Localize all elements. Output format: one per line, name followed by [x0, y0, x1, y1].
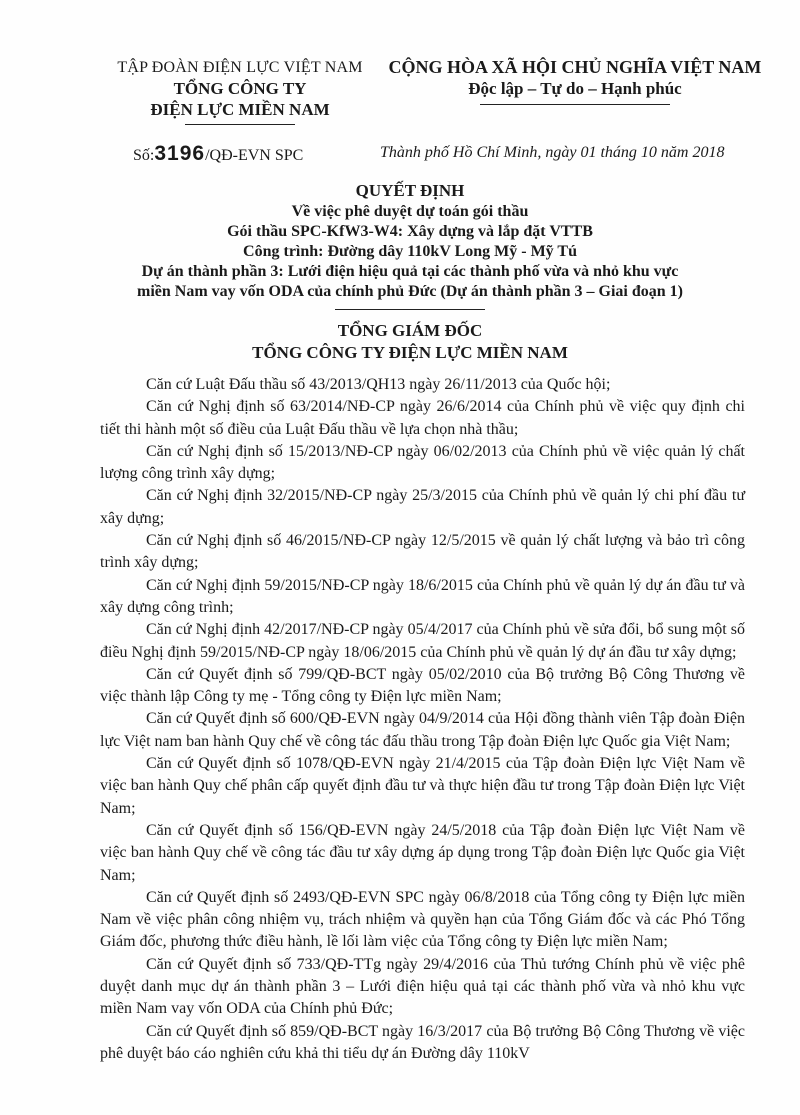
document-number-suffix: /QĐ-EVN SPC [205, 147, 304, 164]
legal-basis-paragraph: Căn cứ Nghị định 32/2015/NĐ-CP ngày 25/3/2015 của Chính phủ về quản lý chi phí đầu tư xây dựng; [100, 487, 745, 527]
authority-organization: TỔNG CÔNG TY ĐIỆN LỰC MIỀN NAM [252, 343, 568, 362]
legal-basis-paragraph: Căn cứ Quyết định số 156/QĐ-EVN ngày 24/5/2018 của Tập đoàn Điện lực Việt Nam về việc ban hành Quy chế về công tác đầu tư xây dựng áp dụng trong Tập đoàn Điện lực Quốc gia Việt Nam; [100, 821, 745, 884]
component-project-line2: miền Nam vay vốn ODA của chính phủ Đức (Dự án thành phần 3 – Giai đoạn 1) [137, 283, 683, 300]
legal-basis-paragraph: Căn cứ Quyết định số 859/QĐ-BCT ngày 16/3/2017 của Bộ trưởng Bộ Công Thương về việc phê duyệt báo cáo nghiên cứu khả thi tiểu dự án Đường dây 110kV [100, 1022, 745, 1062]
legal-basis-paragraph: Căn cứ Quyết định số 1078/QĐ-EVN ngày 21/4/2015 của Tập đoàn Điện lực Việt Nam về việc ban hành Quy chế phân cấp quyết định đầu tư và thực hiện đầu tư trong Tập đoàn Điện lực Việt Nam; [100, 755, 745, 817]
national-motto: Độc lập – Tự do – Hạnh phúc [468, 79, 682, 98]
legal-basis-paragraph: Căn cứ Nghị định số 63/2014/NĐ-CP ngày 26/6/2014 của Chính phủ về việc quy định chi tiết thi hành một số điều của Luật Đấu thầu về lựa chọn nhà thầu; [100, 398, 745, 438]
document-number-prefix: Số: [133, 147, 155, 164]
document-number-value: 3196 [154, 142, 206, 165]
title-underline [335, 309, 485, 310]
legal-basis-paragraph: Căn cứ Quyết định số 600/QĐ-EVN ngày 04/9/2014 của Hội đồng thành viên Tập đoàn Điện lực Việt nam ban hành Quy chế về công tác đấu thầu trong Tập đoàn Điện lực Quốc gia Việt Nam; [100, 710, 745, 750]
legal-basis-paragraph: Căn cứ Nghị định số 46/2015/NĐ-CP ngày 12/5/2015 về quản lý chất lượng và bảo trì công trình xây dựng; [100, 532, 745, 572]
authority-title: TỔNG GIÁM ĐỐC [337, 321, 483, 340]
organization-name-line1: TỔNG CÔNG TY [173, 79, 307, 98]
document-type-title: QUYẾT ĐỊNH [355, 181, 465, 200]
document-number [133, 142, 303, 166]
legal-basis-paragraph: Căn cứ Quyết định số 733/QĐ-TTg ngày 29/4/2016 của Thủ tướng Chính phủ về việc phê duyệt danh mục dự án thành phần 3 – Lưới điện hiệu quả tại các thành phố vừa và nhỏ khu vực miền Nam vay vốn ODA của Chính phủ Đức; [100, 955, 745, 1018]
legal-basis-paragraph: Căn cứ Nghị định 59/2015/NĐ-CP ngày 18/6/2015 của Chính phủ về quản lý dự án đầu tư và xây dựng công trình; [100, 576, 745, 616]
dateline: Thành phố Hồ Chí Minh, ngày 01 tháng 10 năm 2018 [380, 144, 725, 161]
national-header [380, 56, 770, 105]
construction-project: Công trình: Đường dây 110kV Long Mỹ - Mỹ Tú [243, 243, 577, 260]
organization-name-line2: ĐIỆN LỰC MIỀN NAM [150, 100, 330, 119]
legal-basis-body [100, 374, 745, 1065]
header-left-underline [185, 124, 295, 125]
bid-package: Gói thầu SPC-KfW3-W4: Xây dựng và lắp đặt VTTB [227, 223, 593, 240]
issuing-authority [60, 320, 760, 364]
legal-basis-paragraph: Căn cứ Nghị định 42/2017/NĐ-CP ngày 05/4/2017 của Chính phủ về sửa đổi, bổ sung một số điều Nghị định 59/2015/NĐ-CP ngày 18/06/2015 của Chính phủ về quản lý dự án đầu tư xây dựng; [100, 621, 745, 661]
issuing-organization [100, 58, 380, 125]
legal-basis-paragraph: Căn cứ Nghị định số 15/2013/NĐ-CP ngày 06/02/2013 của Chính phủ về việc quản lý chất lượng công trình xây dựng; [100, 442, 745, 483]
decision-subject: Về việc phê duyệt dự toán gói thầu [291, 203, 529, 220]
legal-basis-paragraph: Căn cứ Quyết định số 799/QĐ-BCT ngày 05/02/2010 của Bộ trưởng Bộ Công Thương về việc thành lập Công ty mẹ - Tổng công ty Điện lực miền Nam; [100, 665, 745, 706]
parent-organization-name: TẬP ĐOÀN ĐIỆN LỰC VIỆT NAM [117, 59, 363, 76]
component-project-line1: Dự án thành phần 3: Lưới điện hiệu quả tại các thành phố vừa và nhỏ khu vực [141, 263, 679, 280]
header-right-underline [480, 104, 670, 105]
legal-basis-paragraph: Căn cứ Quyết định số 2493/QĐ-EVN SPC ngày 06/8/2018 của Tổng công ty Điện lực miền Nam về việc phân công nhiệm vụ, trách nhiệm và quyền hạn của Tổng Giám đốc và các Phó Tổng Giám đốc, phương thức điều hành, lề lối làm việc của Tổng công ty Điện lực miền Nam; [100, 888, 745, 951]
legal-basis-paragraph: Căn cứ Luật Đấu thầu số 43/2013/QH13 ngày 26/11/2013 của Quốc hội; [146, 376, 611, 393]
nation-name: CỘNG HÒA XÃ HỘI CHỦ NGHĨA VIỆT NAM [388, 57, 762, 77]
decision-title-block [60, 180, 760, 310]
